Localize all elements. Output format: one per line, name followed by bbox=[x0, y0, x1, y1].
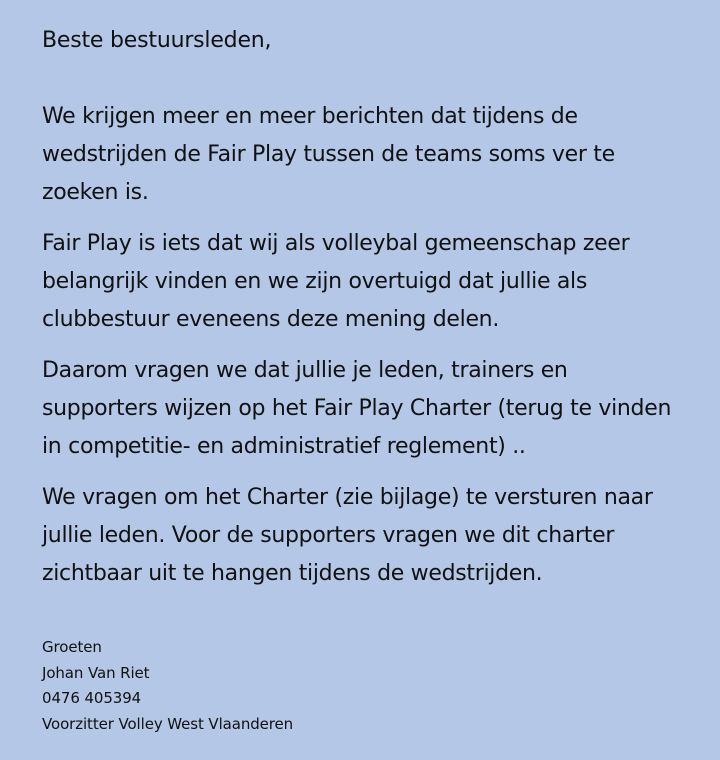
signature-block bbox=[42, 635, 680, 737]
letter-paragraph-1: We krijgen meer en meer berichten dat tijdens de wedstrijden de Fair Play tussen de teams soms ver te zoeken is. bbox=[42, 104, 615, 205]
signature-title: Voorzitter Volley West Vlaanderen bbox=[42, 714, 294, 733]
letter-salutation: Beste bestuursleden, bbox=[42, 28, 272, 53]
letter-paragraph-2: Fair Play is iets dat wij als volleybal gemeenschap zeer belangrijk vinden en we zijn overtuigd dat jullie als clubbestuur eveneens deze mening delen. bbox=[42, 231, 630, 332]
signature-phone: 0476 405394 bbox=[42, 689, 142, 707]
signature-name: Johan Van Riet bbox=[42, 663, 150, 682]
signature-closing: Groeten bbox=[42, 638, 102, 656]
letter-paragraph-4: We vragen om het Charter (zie bijlage) te versturen naar jullie leden. Voor de supporters vragen we dit charter zichtbaar uit te hangen tijdens de wedstrijden. bbox=[42, 485, 653, 586]
letter-paragraph-3: Daarom vragen we dat jullie je leden, trainers en supporters wijzen op het Fair Play Charter (terug te vinden in competitie- en administratief reglement) .. bbox=[42, 358, 672, 459]
